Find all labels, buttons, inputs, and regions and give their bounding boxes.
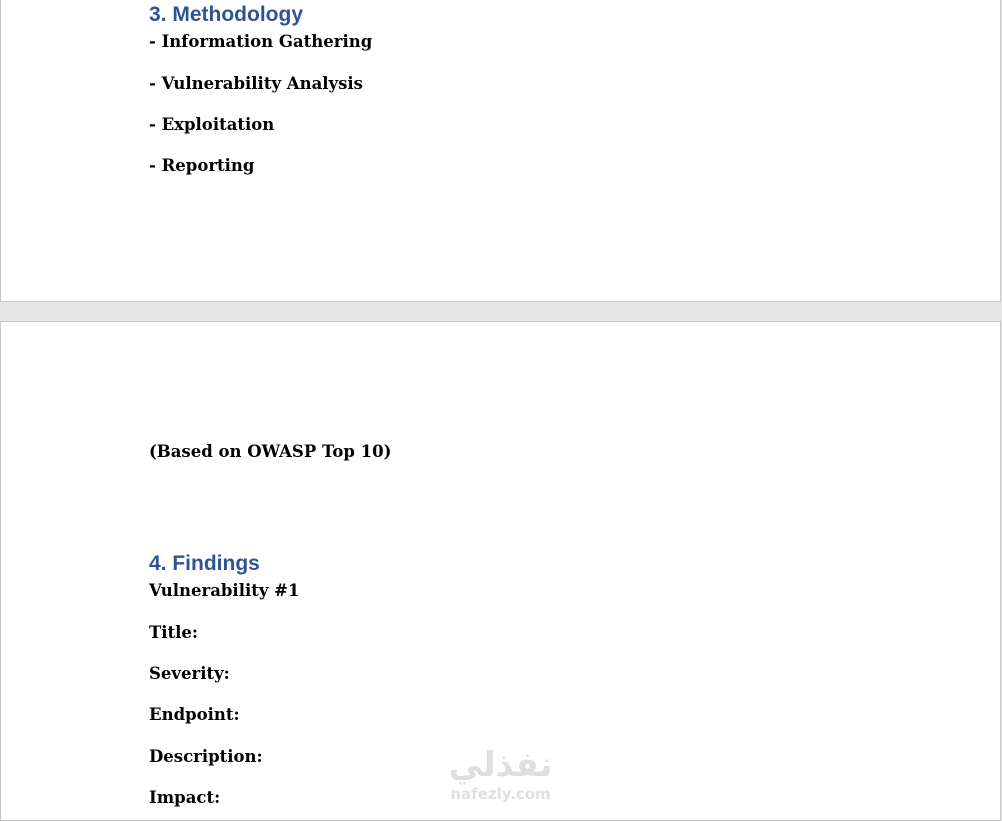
methodology-item-information-gathering: - Information Gathering [149,32,373,51]
field-severity-label: Severity: [149,664,230,683]
methodology-item-reporting: - Reporting [149,156,255,175]
field-title-label: Title: [149,623,199,642]
field-impact-label: Impact: [149,788,221,807]
methodology-heading: 3. Methodology [149,3,303,26]
owasp-note: (Based on OWASP Top 10) [149,442,392,461]
methodology-item-vulnerability-analysis: - Vulnerability Analysis [149,74,363,93]
findings-heading: 4. Findings [149,552,260,575]
vulnerability-label: Vulnerability #1 [149,581,300,600]
field-description-label: Description: [149,747,263,766]
methodology-item-exploitation: - Exploitation [149,115,275,134]
field-endpoint-label: Endpoint: [149,705,240,724]
